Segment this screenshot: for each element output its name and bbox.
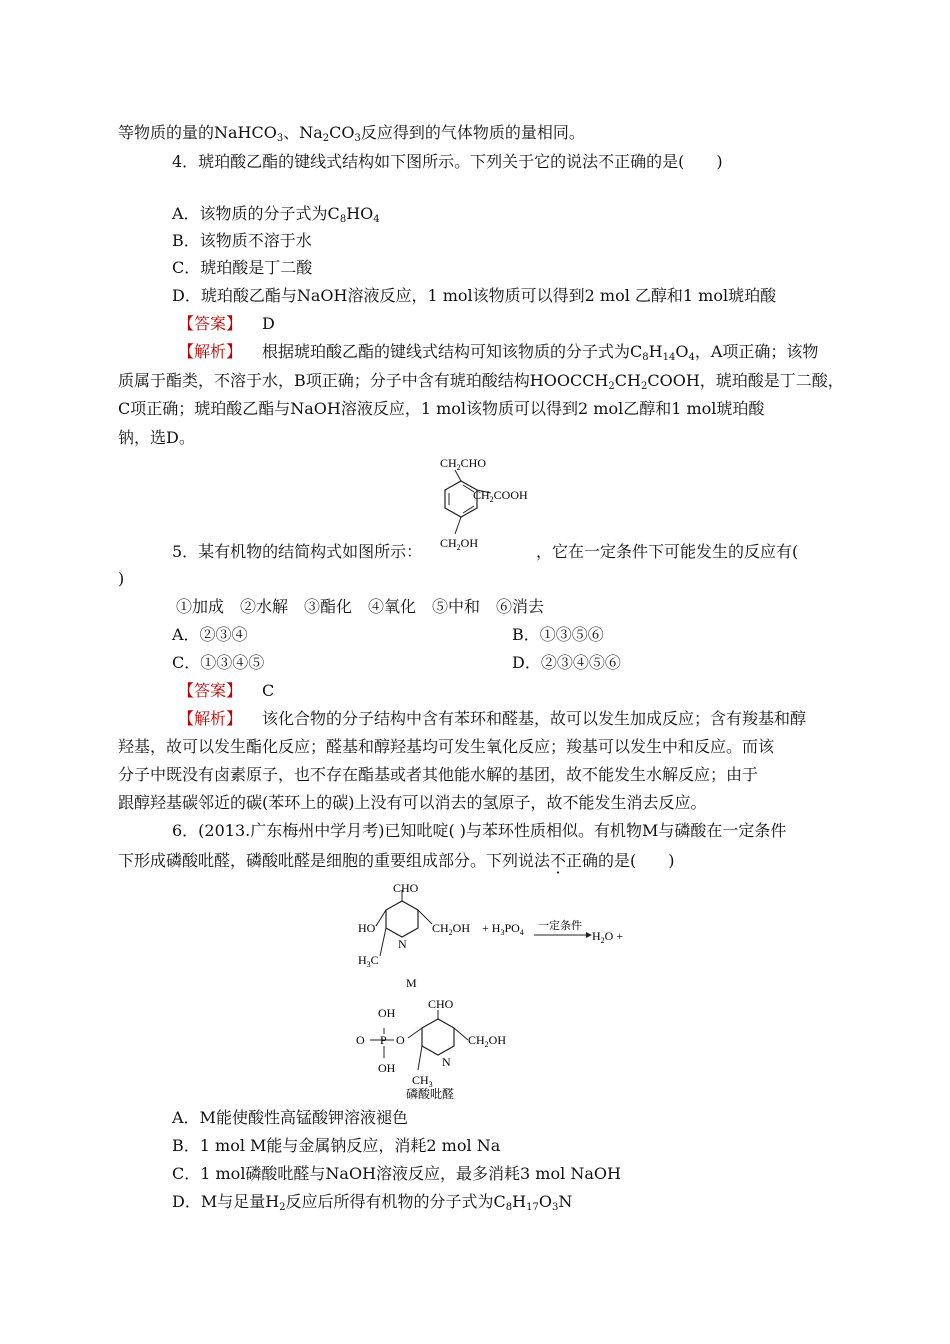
- option-b: B．①③⑤⑥: [512, 625, 604, 644]
- svg-text:OH: OH: [378, 1006, 396, 1020]
- option-c: C．1 mol磷酸吡醛与NaOH溶液反应，最多消耗3 mol NaOH: [172, 1164, 621, 1183]
- option-a: A．M能使酸性高锰酸钾溶液褪色: [172, 1108, 408, 1127]
- svg-text:CHO: CHO: [428, 997, 454, 1011]
- answer: 【答案】 C: [178, 681, 275, 700]
- svg-text:磷酸吡醛: 磷酸吡醛: [406, 1087, 455, 1100]
- svg-text:CH2OH: $CH_2OH$: [468, 1033, 507, 1049]
- q6-reaction-scheme: [350, 880, 640, 1100]
- text-line: 钠，选D。: [118, 428, 195, 447]
- text-line: ): [118, 569, 125, 588]
- svg-text:CH3: $CH_3$: [412, 1073, 433, 1089]
- ch2cooh-label: $CH_2COOH$: [473, 488, 528, 504]
- explanation-tag: 【解析】: [178, 709, 243, 728]
- svg-text:O: O: [396, 1033, 405, 1047]
- svg-text:CH2OH: $CH_2OH$: [432, 921, 471, 937]
- explanation-tag: 【解析】: [178, 342, 243, 361]
- answer: 【答案】 D: [178, 314, 275, 333]
- svg-text:一定条件: 一定条件: [538, 920, 582, 932]
- option-b: B．该物质不溶于水: [172, 231, 312, 250]
- svg-text:HO: HO: [358, 921, 376, 935]
- reaction-options: ①加成 ②水解 ③酯化 ④氧化 ⑤中和 ⑥消去: [176, 597, 545, 616]
- text-line: 质属于酯类，不溶于水，B项正确；分子中含有琥珀酸结构$HOOCCH_2CH_2COOH$，琥珀酸是丁二酸，: [118, 371, 844, 392]
- explanation: 【解析】 该化合物的分子结构中含有苯环和醛基，故可以发生加成反应；含有羧基和醇: [178, 709, 807, 728]
- question-5-stem-cont: ，它在一定条件下可能发生的反应有(: [536, 542, 799, 561]
- answer-tag: 【答案】: [178, 314, 243, 333]
- option-d: D．琥珀酸乙酯与NaOH溶液反应，1 mol该物质可以得到2 mol 乙醇和1 mol琥珀酸: [172, 286, 777, 305]
- svg-text:P: P: [380, 1033, 387, 1047]
- ch2oh-label: $CH_2OH$: [440, 536, 479, 552]
- option-c: C．琥珀酸是丁二酸: [172, 258, 313, 277]
- svg-text:H2O +: $H_2O$ +: [592, 929, 624, 945]
- question-4-stem: 4．琥珀酸乙酯的键线式结构如下图所示。下列关于它的说法不正确的是( ): [172, 152, 723, 171]
- option-b: B．1 mol M能与金属钠反应，消耗2 mol Na: [172, 1136, 501, 1155]
- svg-text:N: N: [398, 937, 407, 951]
- question-5-stem: 5．某有机物的结简构式如图所示：: [172, 542, 423, 561]
- option-c: C．①③④⑤: [172, 653, 265, 672]
- text-line: 等物质的量的NaHCO$_3$、$Na_2CO_3$反应得到的气体物质的量相同。: [118, 123, 585, 144]
- text-line: C项正确；琥珀酸乙酯与NaOH溶液反应，1 mol该物质可以得到2 mol乙醇和1 mol琥珀酸: [118, 399, 765, 418]
- ch2cho-label: $CH_2CHO$: [440, 456, 487, 472]
- option-d: D．M与足量$H_2$反应后所得有机物的分子式为$C_8H_{17}O_3N$: [172, 1192, 573, 1213]
- text-line: 分子中既没有卤素原子，也不存在酯基或者其他能水解的基团，故不能发生水解反应；由于: [118, 765, 759, 784]
- option-d: D．②③④⑤⑥: [512, 653, 621, 672]
- svg-text:N: N: [442, 1055, 451, 1069]
- svg-text:OH: OH: [378, 1061, 396, 1075]
- option-a: A．该物质的分子式为$C_8HO_4$: [172, 204, 380, 225]
- question-6-stem: 6．(2013.广东梅州中学月考)已知吡啶( )与苯环性质相似。有机物M与磷酸在一定条件: [172, 821, 787, 840]
- option-a: A．②③④: [172, 625, 248, 644]
- text-line: 跟醇羟基碳邻近的碳(苯环上的碳)上没有可以消去的氢原子，故不能发生消去反应。: [118, 793, 707, 812]
- svg-text:+ H3PO4: + $H_3PO_4$: [482, 921, 524, 937]
- q5-structure: [425, 450, 545, 552]
- svg-text:CHO: CHO: [393, 881, 419, 895]
- answer-tag: 【答案】: [178, 681, 243, 700]
- explanation: 【解析】 根据琥珀酸乙酯的键线式结构可知该物质的分子式为$C_8H_{14}O_4$，A项正确；该物: [178, 342, 819, 363]
- svg-text:O: O: [356, 1033, 365, 1047]
- text-line: 下形成磷酸吡醛，磷酸吡醛是细胞的重要组成部分。下列说法不正确的是( ): [118, 851, 675, 870]
- svg-text:M: M: [406, 976, 417, 990]
- svg-text:H3C: $H_3C$: [358, 953, 379, 969]
- text-line: 羟基，故可以发生酯化反应；醛基和醇羟基均可发生氧化反应；羧基可以发生中和反应。而该: [118, 737, 775, 756]
